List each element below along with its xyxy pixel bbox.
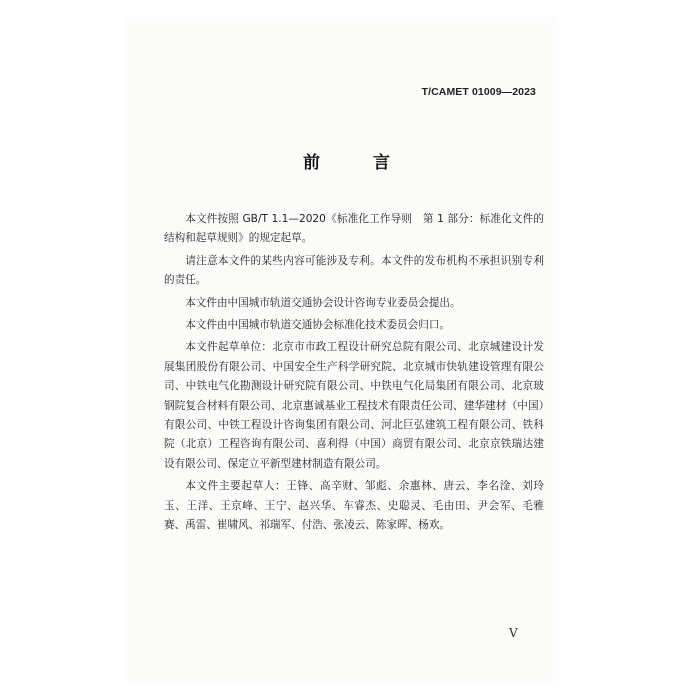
standard-code: T/CAMET 01009—2023 <box>421 86 536 98</box>
paragraph-main-drafters: 本文件主要起草人：王锋、高辛财、邹彪、余惠林、唐云、李名淦、刘玲玉、王洋、王京峰、王宁、赵兴华、车睿杰、史聪灵、毛由田、尹会军、毛雅赛、禹雷、崔啸风、祁瑞军、付浩、张凌云、陈家晖、杨欢。 <box>164 480 544 532</box>
paragraph-drafting-rules: 本文件按照 GB/T 1.1—2020《标准化工作导则 第 1 部分：标准化文件的结构和起草规则》的规定起草。 <box>164 213 544 245</box>
page-title: 前 言 <box>303 153 408 173</box>
paragraph-proposer: 本文件由中国城市轨道交通协会设计咨询专业委员会提出。 <box>185 296 461 309</box>
page-number: V <box>509 626 518 640</box>
paragraph-patent-notice: 请注意本文件的某些内容可能涉及专利。本文件的发布机构不承担识别专利的责任。 <box>164 254 544 287</box>
paragraph-centralized-management: 本文件由中国城市轨道交通协会标准化技术委员会归口。 <box>185 319 451 332</box>
foreword-body <box>164 210 544 539</box>
paragraph-drafting-organizations: 本文件起草单位：北京市市政工程设计研究总院有限公司、北京城建设计发展集团股份有限公司、中国安全生产科学研究院、北京城市快轨建设管理有限公司、中铁电气化勘测设计研究院有限公司、中铁电气化局集团有限公司、北京玻钢院复合材料有限公司、北京惠诚基业工程技术有限责任公司、建华建材（中国）有限公司、中铁工程设计咨询集团有限公司、河北巨弘建筑工程有限公司、铁科院（北京）工程咨询有限公司、喜利得（中国）商贸有限公司、北京京铁瑞达建设有限公司、保定立平新型建材制造有限公司。 <box>164 341 544 470</box>
